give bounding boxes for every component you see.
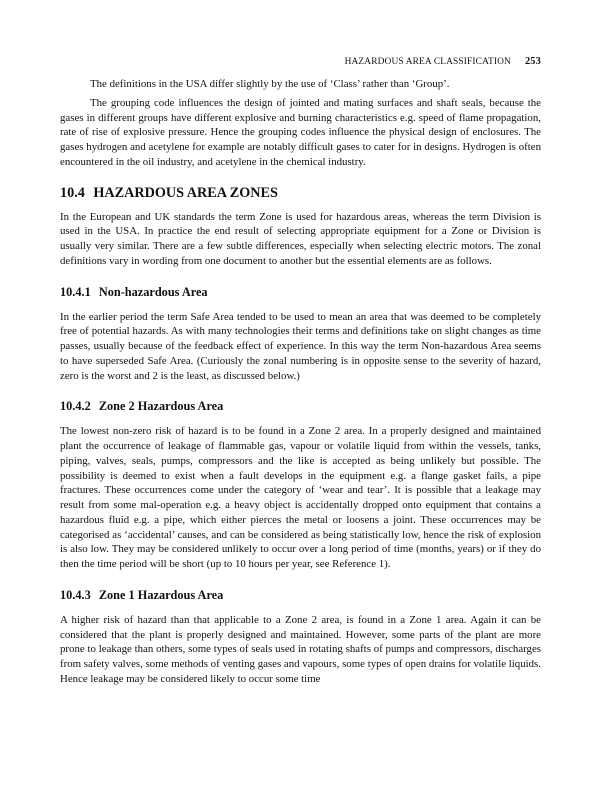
paragraph-grouping-code: The grouping code influences the design of jointed and mating surfaces and shaft seals, because the gases in different groups have different explosive and burning characteristics e.g. speed of flame propagation, rate of rise of explosive pressure. Hence the grouping codes influence the physical design of enclosures. The gases hydrogen and acetylene for example are notably difficult gases to cater for in designs. Hydrogen is often encountered in the oil industry, and acetylene in the chemical industry. [60,96,541,168]
page-number: 253 [524,56,541,67]
paragraph-zones-intro: In the European and UK standards the term Zone is used for hazardous areas, whereas the term Division is used in the USA. In practice the end result of selecting appropriate equipment for a Zone or Division is usually very similar. There are a few subtle differences, especially when selecting electric motors. The zonal definitions vary in wording from one document to another but the essential elements are as follows. [60,210,541,267]
subsection-title: Non-hazardous Area [98,284,208,299]
running-header [60,56,541,67]
subsection-heading-10-4-2 [60,398,541,414]
subsection-title: Zone 1 Hazardous Area [98,587,224,602]
paragraph-zone-1: A higher risk of hazard than that applicable to a Zone 2 area, is found in a Zone 1 area. Again it can be considered that the plant is properly designed and maintained. However, some parts of the plant are more prone to leakage than others, some types of seals used in rotating shafts of pumps and compressors, discharges from safety valves, some methods of venting gases and vapours, some types of open drains for volatile liquids. Hence leakage may be considered likely to occur some time [60,613,541,685]
subsection-number: 10.4.2 [60,399,91,414]
book-page [60,56,541,687]
section-heading-10-4 [60,184,541,202]
running-title: HAZARDOUS AREA CLASSIFICATION [344,57,511,67]
section-title: HAZARDOUS AREA ZONES [93,184,278,201]
subsection-heading-10-4-3 [60,587,541,603]
paragraph-zone-2: The lowest non-zero risk of hazard is to be found in a Zone 2 area. In a properly designed and maintained plant the occurrence of leakage of flammable gas, vapour or volatile liquid from within the vessels, tanks, piping, valves, seals, pumps, compressors and the like is accepted as being unlikely but possible. The possibility is deemed to exist when a fault develops in the equipment e.g. a flange gasket fails, a pipe fractures. These occurrences come under the category of ‘wear and tear’. It is possible that a leakage may result from some mal-operation e.g. a heavy object is accidentally dropped onto equipment that contains a hazardous fluid e.g. a pipe, which either pierces the metal or loosens a joint. These occurrences may be categorised as ‘accidental’ causes, and can be considered as being statistically low, hence the risk of explosion is also low. They may be considered unlikely to occur over a long period of time (months, years) or if they do then the time period will be short (up to 10 hours per year, see Reference 1). [60,425,541,570]
subsection-number: 10.4.3 [60,587,91,602]
paragraph-usa-class: The definitions in the USA differ slightly by the use of ‘Class’ rather than ‘Group’. [90,78,450,90]
subsection-number: 10.4.1 [60,284,91,299]
subsection-heading-10-4-1 [60,284,541,300]
subsection-title: Zone 2 Hazardous Area [98,399,224,414]
section-number: 10.4 [60,184,85,201]
paragraph-non-hazardous: In the earlier period the term Safe Area tended to be used to mean an area that was deemed to be completely free of potential hazards. As with many technologies their terms and definitions take on slight changes as time passes, usually because of the feedback effect of experience. In this way the term Non-hazardous Area seems to have superseded Safe Area. (Curiously the zonal numbering is in opposite sense to the severity of hazard, zero is the worst and 2 is the least, as discussed below.) [60,310,541,382]
